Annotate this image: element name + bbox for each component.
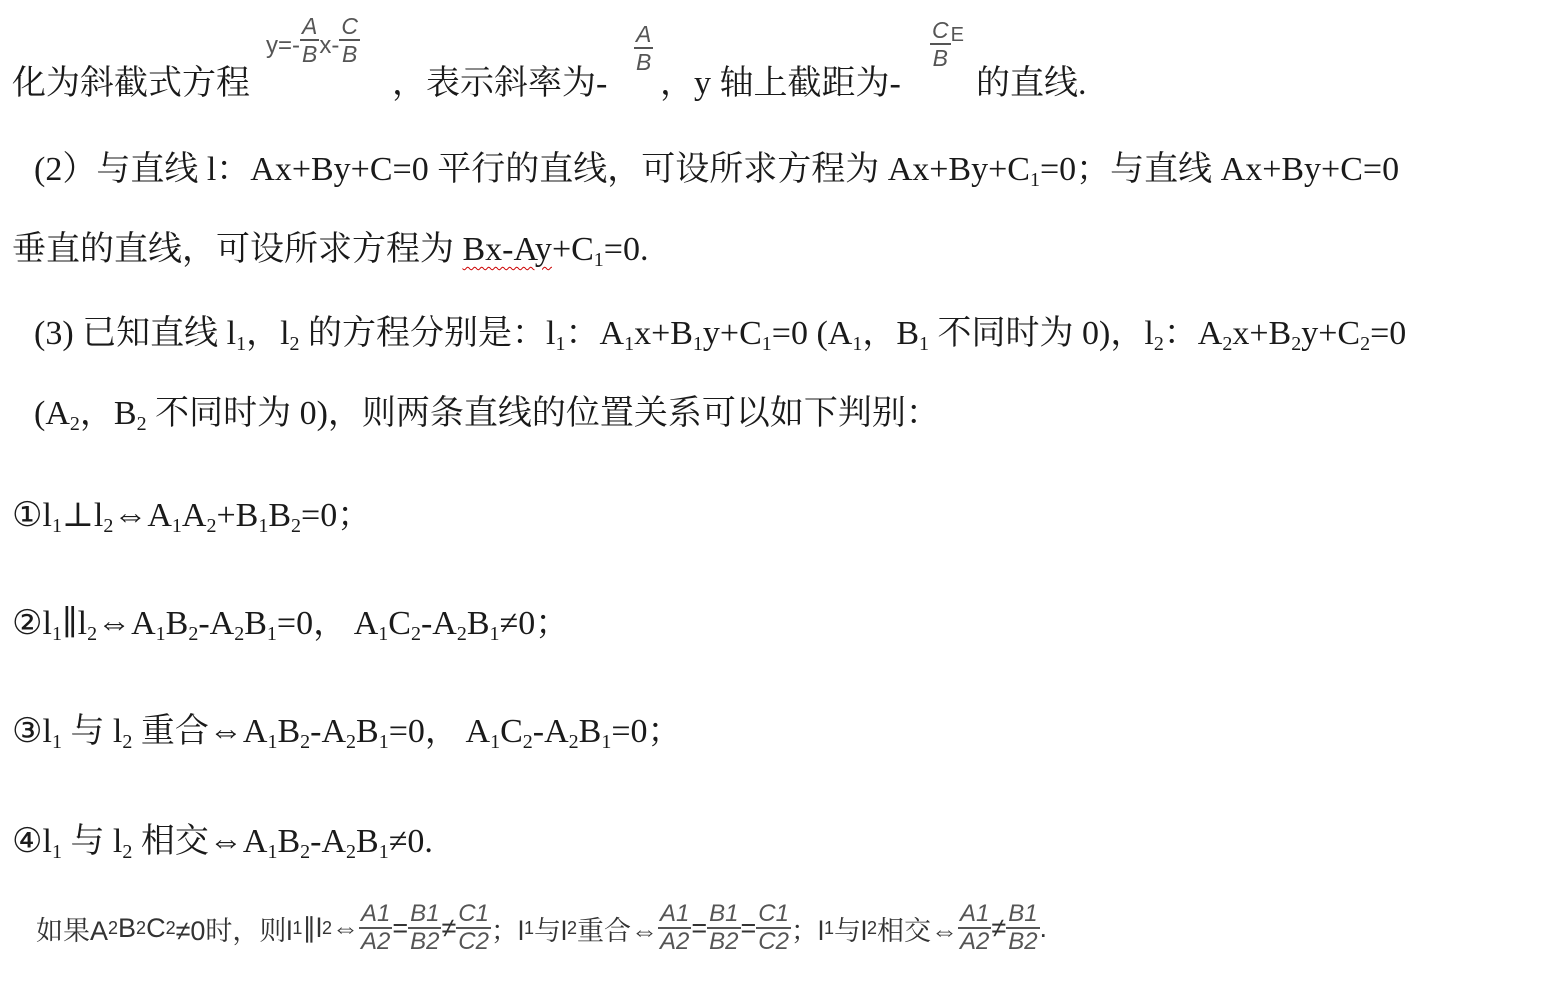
subscript: 1 bbox=[171, 515, 182, 537]
subscript: 2 bbox=[568, 731, 579, 753]
text-span: +B bbox=[216, 497, 259, 534]
subscript: 2 bbox=[291, 515, 302, 537]
text-span: ④l bbox=[12, 823, 52, 860]
intercept-fraction bbox=[930, 18, 964, 70]
spellcheck-underlined-text: Bx-Ay bbox=[462, 231, 552, 268]
subscript: 2 bbox=[289, 333, 300, 355]
text-span: A2 bbox=[660, 928, 690, 955]
item-1-perpendicular bbox=[12, 496, 371, 536]
text-span: C bbox=[146, 912, 166, 943]
text-span: C bbox=[932, 17, 949, 43]
subscript: 1 bbox=[378, 841, 389, 863]
text-span: B1 bbox=[1008, 900, 1038, 927]
subscript: 1 bbox=[919, 333, 930, 355]
line1-text: 化为斜截式方程 bbox=[12, 65, 250, 102]
ratio-criteria-row: 如果A 2 B 2 C 2 ≠0时，则l 1 ∥l 2 ⇔ $\frac{A1}{A2}$ = $\frac{B1}{B2}$ ≠ $\frac{C1}{C2}$ ；l 1 与l 2 重合⇔ $\frac{A1}{A2}$ = $\frac{B1}{B2}$ = $\frac{C1}{C2}$ ；l 1 与l 2 相交⇔ $\frac{A1}{A2}$ ≠ $\frac{B1}{B2}$ . bbox=[36, 900, 1048, 955]
text-span: =0， A bbox=[276, 605, 379, 642]
text-span: x+B bbox=[1232, 315, 1292, 352]
subscript: 1 bbox=[236, 333, 247, 355]
text-span: = bbox=[740, 912, 757, 943]
text-span: ①l bbox=[12, 497, 52, 534]
text-span: A1 bbox=[960, 900, 990, 927]
text-span: 重合⇔A bbox=[132, 713, 268, 750]
text-span: x+B bbox=[634, 315, 693, 352]
subscript: 1 bbox=[51, 623, 62, 645]
slope-fraction bbox=[634, 22, 653, 74]
text-span: A1 bbox=[360, 900, 391, 927]
subscript: 1 bbox=[852, 333, 863, 355]
subscript: 2 bbox=[346, 841, 357, 863]
text-span: ；l bbox=[790, 915, 824, 946]
subscript: 1 bbox=[1029, 169, 1040, 191]
text-span: B2 bbox=[410, 928, 440, 955]
text-span: ，B bbox=[79, 395, 137, 432]
text-span: 与 l bbox=[61, 823, 123, 860]
text-span: A bbox=[636, 21, 652, 47]
text-span: 与 l bbox=[61, 713, 123, 750]
text-span: B bbox=[356, 713, 379, 750]
text-span: B bbox=[277, 713, 301, 750]
text-span: ：A bbox=[1163, 315, 1223, 352]
subscript: 1 bbox=[601, 731, 612, 753]
subscript: 1 bbox=[51, 731, 62, 753]
text-span: 不同时为 0)，l bbox=[929, 315, 1154, 352]
subscript: 2 bbox=[69, 413, 80, 435]
text-span: A bbox=[181, 497, 207, 534]
subscript: 1 bbox=[51, 515, 62, 537]
text-span: ⇔ bbox=[331, 912, 359, 943]
subscript: 1 bbox=[266, 623, 277, 645]
text-span: ≠ bbox=[441, 912, 457, 943]
text-span: ，B bbox=[862, 315, 920, 352]
fraction-a1-a2 bbox=[958, 902, 991, 954]
text-span: ⇔A bbox=[97, 605, 156, 642]
text-span: B bbox=[244, 605, 267, 642]
subscript: 1 bbox=[761, 333, 772, 355]
subscript: 2 bbox=[346, 731, 357, 753]
text-span: +C bbox=[551, 231, 594, 268]
text-span: =0. bbox=[603, 231, 649, 268]
subscript: 1 bbox=[692, 333, 703, 355]
subscript: 1 bbox=[624, 333, 635, 355]
text-span: =0 (A bbox=[771, 315, 853, 352]
subscript: 2 bbox=[410, 623, 421, 645]
line-1-tail bbox=[976, 64, 1087, 104]
line1-mid2: ，y 轴上截距为- bbox=[660, 65, 901, 102]
text-span: B bbox=[277, 823, 301, 860]
text-span: B2 bbox=[1008, 928, 1038, 955]
text-span: ：A bbox=[565, 315, 625, 352]
text-span: ≠0. bbox=[388, 823, 433, 860]
line-1 bbox=[12, 64, 250, 104]
text-span: ⇔A bbox=[113, 497, 172, 534]
text-span: 与l bbox=[833, 915, 867, 946]
text-span: B bbox=[636, 49, 652, 75]
text-span: A2 bbox=[360, 928, 391, 955]
text-span: -A bbox=[198, 605, 235, 642]
fraction-b1-b2 bbox=[1006, 902, 1039, 954]
subscript: 1 bbox=[51, 841, 62, 863]
text-span: ≠0时，则l bbox=[175, 915, 293, 946]
text-span: C2 bbox=[458, 928, 489, 955]
eq-x: x- bbox=[319, 32, 340, 59]
text-span: B bbox=[118, 912, 137, 943]
subscript: 1 bbox=[555, 333, 566, 355]
text-span: C bbox=[500, 713, 523, 750]
fraction-a1-a2 bbox=[658, 902, 691, 954]
subscript: 2 bbox=[122, 731, 133, 753]
text-span: A1 bbox=[660, 900, 690, 927]
text-span: ；l bbox=[490, 915, 524, 946]
text-span: -A bbox=[532, 713, 569, 750]
text-span: B2 bbox=[709, 928, 739, 955]
text-span: (3) 已知直线 l bbox=[34, 315, 237, 352]
subscript: 2 bbox=[1153, 333, 1164, 355]
text-span: y+C bbox=[702, 315, 762, 352]
text-span: 重合⇔ bbox=[577, 915, 658, 946]
text-span: ∥l bbox=[61, 605, 88, 642]
line1-mid: ，表示斜率为- bbox=[392, 65, 608, 102]
text-span: ≠ bbox=[991, 912, 1007, 943]
subscript: 2 bbox=[103, 515, 114, 537]
subscript: 2 bbox=[1291, 333, 1302, 355]
line-3 bbox=[12, 230, 648, 270]
text-span: (2）与直线 l：Ax+By+C=0 平行的直线，可设所求方程为 Ax+By+C bbox=[34, 151, 1030, 188]
text-span: ②l bbox=[12, 605, 52, 642]
text-span: 的方程分别是：l bbox=[299, 315, 556, 352]
text-span: =0 bbox=[1370, 315, 1407, 352]
text-span: 相交⇔ bbox=[877, 915, 958, 946]
fraction-c-over-b bbox=[339, 14, 360, 66]
subscript: 2 bbox=[206, 515, 217, 537]
text-span: 垂直的直线，可设所求方程为 bbox=[12, 231, 463, 268]
subscript: 2 bbox=[87, 623, 98, 645]
text-span: -A bbox=[310, 823, 347, 860]
text-span: . bbox=[1039, 912, 1048, 943]
text-span: =0， A bbox=[388, 713, 491, 750]
subscript: 2 bbox=[300, 731, 311, 753]
text-span: B bbox=[932, 45, 948, 71]
subscript: 1 bbox=[490, 731, 501, 753]
text-span: y+C bbox=[1301, 315, 1361, 352]
subscript: 2 bbox=[136, 413, 147, 435]
text-span: B bbox=[356, 823, 379, 860]
fraction-a1-a2 bbox=[359, 902, 392, 954]
text-span: 不同时为 0)，则两条直线的位置关系可以如下判别： bbox=[146, 395, 940, 432]
line-2 bbox=[34, 150, 1399, 190]
line-1-mid2 bbox=[660, 64, 901, 104]
item-4-intersect bbox=[12, 822, 433, 862]
text-span: -A bbox=[310, 713, 347, 750]
subscript: 2 bbox=[522, 731, 533, 753]
slope-intercept-equation bbox=[266, 14, 360, 66]
text-span: ∥l bbox=[302, 912, 322, 943]
fraction-b1-b2 bbox=[707, 902, 740, 954]
text-span: ≠0； bbox=[499, 605, 570, 642]
text-span: A2 bbox=[960, 928, 990, 955]
subscript: 2 bbox=[188, 623, 199, 645]
text-span: C1 bbox=[758, 900, 789, 927]
text-span: C1 bbox=[458, 900, 489, 927]
line-5 bbox=[34, 394, 940, 434]
fraction-c1-c2 bbox=[456, 902, 491, 954]
subscript: 1 bbox=[378, 731, 389, 753]
line-4 bbox=[34, 314, 1406, 354]
text-span: C bbox=[341, 13, 358, 39]
text-span: B1 bbox=[709, 900, 739, 927]
text-span: =0； bbox=[611, 713, 682, 750]
subscript: 1 bbox=[489, 623, 500, 645]
text-span: 相交⇔A bbox=[132, 823, 268, 860]
text-span: B bbox=[165, 605, 189, 642]
subscript: 2 bbox=[122, 841, 133, 863]
text-span: B bbox=[342, 41, 358, 67]
subscript: 1 bbox=[267, 841, 278, 863]
subscript: 2 bbox=[456, 623, 467, 645]
line1-tail: 的直线. bbox=[976, 65, 1087, 102]
text-span: B bbox=[302, 41, 318, 67]
text-span: C bbox=[388, 605, 411, 642]
stray-glyph: E bbox=[950, 24, 964, 46]
item-2-parallel bbox=[12, 604, 569, 644]
text-span: = bbox=[392, 912, 409, 943]
subscript: 1 bbox=[258, 515, 269, 537]
text-span: -A bbox=[420, 605, 457, 642]
text-span: B1 bbox=[410, 900, 440, 927]
text-span: B bbox=[578, 713, 602, 750]
text-span: A bbox=[302, 13, 318, 39]
item-3-coincide bbox=[12, 712, 682, 752]
fraction-b1-b2 bbox=[408, 902, 441, 954]
text-span: B bbox=[466, 605, 490, 642]
text-span: (A bbox=[34, 395, 70, 432]
text-span: =0； bbox=[301, 497, 372, 534]
fraction-a-over-b bbox=[300, 14, 319, 66]
eq-prefix: y=- bbox=[266, 32, 301, 59]
subscript: 2 bbox=[234, 623, 245, 645]
text-span: ⊥l bbox=[61, 497, 104, 534]
text-span: 如果A bbox=[36, 915, 109, 946]
text-span: C2 bbox=[758, 928, 789, 955]
text-span: = bbox=[691, 912, 708, 943]
text-span: B bbox=[268, 497, 292, 534]
text-span: ③l bbox=[12, 713, 52, 750]
subscript: 1 bbox=[155, 623, 166, 645]
line-1-mid bbox=[392, 64, 607, 104]
text-span: ，l bbox=[246, 315, 290, 352]
text-span: 与l bbox=[533, 915, 567, 946]
subscript: 2 bbox=[1222, 333, 1233, 355]
subscript: 1 bbox=[593, 249, 604, 271]
subscript: 2 bbox=[1360, 333, 1371, 355]
text-span: =0；与直线 Ax+By+C=0 bbox=[1039, 151, 1400, 188]
subscript: 2 bbox=[300, 841, 311, 863]
fraction-c1-c2 bbox=[756, 902, 791, 954]
subscript: 1 bbox=[378, 623, 389, 645]
subscript: 1 bbox=[267, 731, 278, 753]
